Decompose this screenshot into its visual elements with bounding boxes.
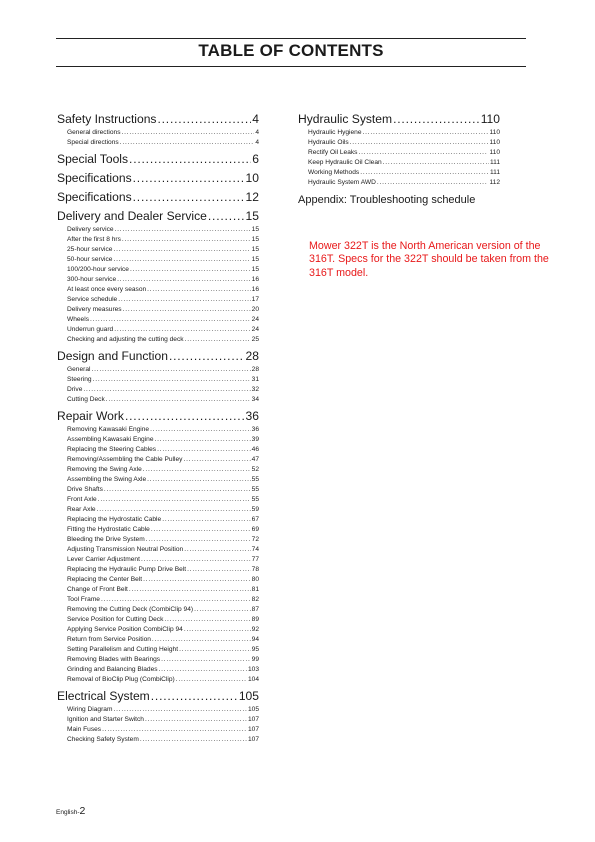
toc-entry[interactable] bbox=[57, 265, 259, 275]
dot-leader bbox=[113, 245, 250, 255]
entry-title: Fitting the Hydrostatic Cable bbox=[67, 526, 150, 533]
toc-section-heading[interactable] bbox=[57, 189, 259, 205]
toc-entry[interactable] bbox=[57, 555, 259, 565]
entry-page-number: 81 bbox=[251, 586, 259, 593]
dot-leader bbox=[117, 275, 251, 285]
dot-leader bbox=[151, 525, 251, 535]
toc-entry[interactable] bbox=[57, 255, 259, 265]
dot-leader bbox=[114, 325, 250, 335]
entry-title: Bleeding the Drive System bbox=[67, 536, 145, 543]
entry-page-number: 15 bbox=[251, 226, 259, 233]
entry-page-number: 105 bbox=[247, 706, 259, 713]
dot-leader bbox=[123, 305, 251, 315]
dot-leader bbox=[143, 575, 251, 585]
toc-entry[interactable] bbox=[298, 148, 500, 158]
section-title: Design and Function bbox=[57, 349, 168, 363]
toc-entry[interactable] bbox=[57, 365, 259, 375]
entry-page-number: 15 bbox=[251, 236, 259, 243]
entry-title: Underrun guard bbox=[67, 326, 114, 333]
dot-leader bbox=[157, 111, 251, 127]
entry-title: Adjusting Transmission Neutral Position bbox=[67, 546, 184, 553]
entry-title: Removing/Assembling the Cable Pulley bbox=[67, 456, 183, 463]
entry-page-number: 111 bbox=[489, 169, 500, 176]
dot-leader bbox=[104, 485, 251, 495]
entry-title: Rectify Oil Leaks bbox=[308, 149, 358, 156]
toc-entry[interactable] bbox=[57, 735, 259, 745]
entry-title: Removing Blades with Bearings bbox=[67, 656, 161, 663]
toc-entry[interactable] bbox=[57, 655, 259, 665]
entry-title: Setting Parallelism and Cutting Height bbox=[67, 646, 179, 653]
entry-page-number: 52 bbox=[251, 466, 259, 473]
toc-entry-list bbox=[57, 425, 259, 685]
toc-entry[interactable] bbox=[57, 245, 259, 255]
entry-page-number: 99 bbox=[251, 656, 259, 663]
toc-entry[interactable] bbox=[57, 325, 259, 335]
dot-leader bbox=[141, 555, 251, 565]
dot-leader bbox=[383, 158, 489, 168]
dot-leader bbox=[179, 645, 251, 655]
section-title: Hydraulic System bbox=[298, 112, 393, 126]
dot-leader bbox=[350, 138, 489, 148]
entry-page-number: 28 bbox=[251, 366, 259, 373]
entry-page-number: 55 bbox=[251, 496, 259, 503]
toc-section bbox=[57, 151, 259, 167]
entry-page-number: 15 bbox=[251, 256, 259, 263]
entry-page-number: 74 bbox=[251, 546, 259, 553]
entry-title: Service Position for Cutting Deck bbox=[67, 616, 164, 623]
section-page-number: 36 bbox=[245, 409, 259, 423]
toc-section bbox=[298, 111, 500, 188]
toc-section bbox=[57, 111, 259, 148]
footer-language: English- bbox=[56, 809, 80, 816]
toc-entry[interactable] bbox=[57, 375, 259, 385]
section-title: Delivery and Dealer Service bbox=[57, 209, 207, 223]
dot-leader bbox=[101, 595, 251, 605]
entry-page-number: 31 bbox=[251, 376, 259, 383]
entry-title: Delivery measures bbox=[67, 306, 122, 313]
entry-title: 100/200-hour service bbox=[67, 266, 129, 273]
toc-entry[interactable] bbox=[298, 178, 500, 188]
toc-entry[interactable] bbox=[57, 575, 259, 585]
entry-title: Rear Axle bbox=[67, 506, 96, 513]
section-page-number: 105 bbox=[238, 689, 259, 703]
toc-entry-list bbox=[57, 365, 259, 405]
entry-page-number: 4 bbox=[255, 139, 259, 146]
toc-entry[interactable] bbox=[57, 455, 259, 465]
dot-leader bbox=[130, 265, 251, 275]
dot-leader bbox=[133, 170, 245, 186]
entry-page-number: 15 bbox=[251, 266, 259, 273]
toc-section-heading[interactable] bbox=[57, 348, 259, 364]
section-title: Electrical System bbox=[57, 689, 150, 703]
entry-title: After the first 8 hrs bbox=[67, 236, 121, 243]
toc-entry[interactable] bbox=[57, 515, 259, 525]
entry-page-number: 55 bbox=[251, 486, 259, 493]
toc-right-sections bbox=[298, 111, 500, 188]
section-page-number: 15 bbox=[245, 209, 259, 223]
dot-leader bbox=[360, 168, 489, 178]
toc-entry-list bbox=[57, 225, 259, 345]
dot-leader bbox=[129, 151, 251, 167]
dot-leader bbox=[184, 625, 251, 635]
entry-title: Wheels bbox=[67, 316, 89, 323]
entry-page-number: 107 bbox=[247, 716, 259, 723]
dot-leader bbox=[152, 635, 251, 645]
entry-title: Return from Service Position bbox=[67, 636, 151, 643]
toc-entry[interactable] bbox=[57, 495, 259, 505]
entry-title: Drive Shafts bbox=[67, 486, 103, 493]
dot-leader bbox=[194, 605, 251, 615]
toc-entry[interactable] bbox=[57, 475, 259, 485]
entry-title: Replacing the Center Belt bbox=[67, 576, 143, 583]
entry-title: Delivery service bbox=[67, 226, 114, 233]
toc-entry[interactable] bbox=[57, 235, 259, 245]
dot-leader bbox=[145, 715, 247, 725]
dot-leader bbox=[97, 505, 251, 515]
entry-title: Hydraulic Hygiene bbox=[308, 129, 362, 136]
entry-page-number: 67 bbox=[251, 516, 259, 523]
entry-page-number: 36 bbox=[251, 426, 259, 433]
dot-leader bbox=[90, 315, 251, 325]
model-note: Mower 322T is the North American version of the 316T. Specs for the 322T should be taken from the 316T model. bbox=[309, 240, 549, 279]
dot-leader bbox=[157, 445, 251, 455]
dot-leader bbox=[358, 148, 488, 158]
entry-page-number: 24 bbox=[251, 316, 259, 323]
toc-entry[interactable] bbox=[57, 128, 259, 138]
toc-entry[interactable] bbox=[298, 168, 500, 178]
toc-entry[interactable] bbox=[57, 315, 259, 325]
dot-leader bbox=[150, 425, 251, 435]
entry-title: Drive bbox=[67, 386, 83, 393]
dot-leader bbox=[115, 225, 251, 235]
dot-leader bbox=[133, 189, 245, 205]
toc-entry[interactable] bbox=[57, 625, 259, 635]
entry-page-number: 20 bbox=[251, 306, 259, 313]
toc-section-heading[interactable] bbox=[57, 208, 259, 224]
title-rule-bottom bbox=[56, 66, 526, 67]
toc-entry[interactable] bbox=[57, 705, 259, 715]
dot-leader bbox=[208, 208, 245, 224]
entry-page-number: 47 bbox=[251, 456, 259, 463]
section-page-number: 12 bbox=[245, 190, 259, 204]
page-title: TABLE OF CONTENTS bbox=[198, 41, 384, 60]
entry-page-number: 24 bbox=[251, 326, 259, 333]
toc-entry[interactable] bbox=[57, 525, 259, 535]
entry-title: Main Fuses bbox=[67, 726, 102, 733]
toc-left-column bbox=[57, 111, 259, 748]
toc-section-heading[interactable] bbox=[57, 408, 259, 424]
toc-entry[interactable] bbox=[57, 285, 259, 295]
dot-leader bbox=[113, 255, 250, 265]
entry-page-number: 55 bbox=[251, 476, 259, 483]
toc-entry[interactable] bbox=[57, 465, 259, 475]
footer-page-number: 2 bbox=[79, 805, 86, 817]
entry-title: Grinding and Balancing Blades bbox=[67, 666, 158, 673]
dot-leader bbox=[147, 475, 250, 485]
section-page-number: 28 bbox=[245, 349, 259, 363]
entry-page-number: 112 bbox=[489, 179, 500, 186]
toc-entry[interactable] bbox=[298, 158, 500, 168]
dot-leader bbox=[91, 365, 250, 375]
toc-entry[interactable] bbox=[57, 275, 259, 285]
entry-page-number: 16 bbox=[251, 286, 259, 293]
dot-leader bbox=[183, 455, 250, 465]
toc-appendix[interactable]: Appendix: Troubleshooting schedule bbox=[298, 194, 476, 206]
dot-leader bbox=[363, 128, 489, 138]
entry-page-number: 59 bbox=[251, 506, 259, 513]
toc-entry[interactable] bbox=[57, 385, 259, 395]
dot-leader bbox=[151, 688, 238, 704]
dot-leader bbox=[113, 705, 247, 715]
entry-page-number: 39 bbox=[251, 436, 259, 443]
dot-leader bbox=[159, 665, 247, 675]
entry-page-number: 82 bbox=[251, 596, 259, 603]
toc-entry[interactable] bbox=[57, 595, 259, 605]
toc-entry[interactable] bbox=[57, 605, 259, 615]
entry-page-number: 17 bbox=[251, 296, 259, 303]
toc-entry[interactable] bbox=[57, 635, 259, 645]
entry-title: General directions bbox=[67, 129, 121, 136]
dot-leader bbox=[155, 435, 251, 445]
toc-entry[interactable] bbox=[57, 585, 259, 595]
toc-section bbox=[57, 189, 259, 205]
toc-section-heading[interactable] bbox=[57, 151, 259, 167]
entry-page-number: 111 bbox=[489, 159, 500, 166]
entry-title: Removing Kawasaki Engine bbox=[67, 426, 150, 433]
entry-page-number: 46 bbox=[251, 446, 259, 453]
entry-page-number: 103 bbox=[247, 666, 259, 673]
dot-leader bbox=[164, 615, 250, 625]
entry-page-number: 72 bbox=[251, 536, 259, 543]
entry-title: Applying Service Position CombiClip 94 bbox=[67, 626, 183, 633]
toc-section bbox=[57, 348, 259, 405]
entry-title: Removing the Cutting Deck (CombiClip 94) bbox=[67, 606, 194, 613]
toc-entry[interactable] bbox=[57, 138, 259, 148]
entry-title: 25-hour service bbox=[67, 246, 113, 253]
toc-entry[interactable] bbox=[57, 335, 259, 345]
entry-title: Front Axle bbox=[67, 496, 97, 503]
dot-leader bbox=[185, 335, 251, 345]
entry-title: Special directions bbox=[67, 139, 119, 146]
toc-entry-list bbox=[298, 128, 500, 188]
entry-title: Tool Frame bbox=[67, 596, 100, 603]
entry-page-number: 15 bbox=[251, 246, 259, 253]
toc-section-heading[interactable] bbox=[57, 170, 259, 186]
entry-title: Change of Front Belt bbox=[67, 586, 128, 593]
entry-title: At least once every season bbox=[67, 286, 147, 293]
section-page-number: 6 bbox=[252, 152, 259, 166]
toc-entry[interactable] bbox=[57, 435, 259, 445]
entry-title: Checking and adjusting the cutting deck bbox=[67, 336, 184, 343]
entry-title: Steering bbox=[67, 376, 92, 383]
dot-leader bbox=[129, 585, 251, 595]
entry-title: Replacing the Hydrostatic Cable bbox=[67, 516, 162, 523]
toc-entry[interactable] bbox=[57, 505, 259, 515]
toc-entry[interactable] bbox=[57, 305, 259, 315]
entry-title: Removal of BioClip Plug (CombiClip) bbox=[67, 676, 175, 683]
dot-leader bbox=[98, 495, 251, 505]
entry-page-number: 87 bbox=[251, 606, 259, 613]
toc-entry[interactable] bbox=[57, 545, 259, 555]
toc-entry[interactable] bbox=[57, 615, 259, 625]
entry-title: Service schedule bbox=[67, 296, 118, 303]
entry-page-number: 110 bbox=[489, 139, 500, 146]
entry-page-number: 89 bbox=[251, 616, 259, 623]
entry-title: Ignition and Starter Switch bbox=[67, 716, 144, 723]
toc-section-heading[interactable] bbox=[57, 688, 259, 704]
toc-entry[interactable] bbox=[57, 645, 259, 655]
toc-entry[interactable] bbox=[57, 535, 259, 545]
entry-page-number: 110 bbox=[489, 149, 500, 156]
entry-title: 50-hour service bbox=[67, 256, 113, 263]
toc-entry[interactable] bbox=[57, 445, 259, 455]
entry-title: Hydraulic System AWD bbox=[308, 179, 376, 186]
entry-title: General bbox=[67, 366, 91, 373]
section-page-number: 10 bbox=[245, 171, 259, 185]
page-footer bbox=[56, 805, 85, 817]
entry-title: 300-hour service bbox=[67, 276, 117, 283]
dot-leader bbox=[125, 408, 245, 424]
dot-leader bbox=[120, 138, 255, 148]
entry-title: Assembling the Swing Axle bbox=[67, 476, 147, 483]
entry-title: Cutting Deck bbox=[67, 396, 105, 403]
toc-entry-list bbox=[57, 705, 259, 745]
toc-entry[interactable] bbox=[57, 665, 259, 675]
toc-section bbox=[57, 688, 259, 745]
section-title: Safety Instructions bbox=[57, 112, 157, 126]
entry-page-number: 34 bbox=[251, 396, 259, 403]
section-page-number: 110 bbox=[480, 112, 500, 126]
entry-page-number: 104 bbox=[247, 676, 259, 683]
dot-leader bbox=[169, 348, 245, 364]
entry-page-number: 78 bbox=[251, 566, 259, 573]
dot-leader bbox=[140, 735, 247, 745]
section-title: Special Tools bbox=[57, 152, 129, 166]
toc-entry[interactable] bbox=[57, 225, 259, 235]
dot-leader bbox=[377, 178, 489, 188]
entry-page-number: 80 bbox=[251, 576, 259, 583]
entry-page-number: 16 bbox=[251, 276, 259, 283]
entry-page-number: 77 bbox=[251, 556, 259, 563]
section-page-number: 4 bbox=[252, 112, 259, 126]
entry-page-number: 4 bbox=[255, 129, 259, 136]
section-title: Specifications bbox=[57, 190, 132, 204]
dot-leader bbox=[118, 295, 250, 305]
entry-title: Wiring Diagram bbox=[67, 706, 113, 713]
entry-title: Lever Carrier Adjustment bbox=[67, 556, 140, 563]
toc-section bbox=[57, 408, 259, 685]
dot-leader bbox=[122, 235, 251, 245]
entry-title: Assembling Kawasaki Engine bbox=[67, 436, 154, 443]
toc-section bbox=[57, 208, 259, 345]
dot-leader bbox=[184, 545, 250, 555]
dot-leader bbox=[161, 655, 251, 665]
toc-entry[interactable] bbox=[57, 425, 259, 435]
dot-leader bbox=[93, 375, 251, 385]
dot-leader bbox=[122, 128, 255, 138]
entry-page-number: 110 bbox=[489, 129, 500, 136]
section-title: Specifications bbox=[57, 171, 132, 185]
toc-entry[interactable] bbox=[298, 128, 500, 138]
entry-page-number: 25 bbox=[251, 336, 259, 343]
dot-leader bbox=[146, 535, 251, 545]
toc-entry[interactable] bbox=[57, 395, 259, 405]
dot-leader bbox=[176, 675, 247, 685]
entry-title: Working Methods bbox=[308, 169, 360, 176]
toc-entry[interactable] bbox=[57, 675, 259, 685]
entry-title: Replacing the Hydraulic Pump Drive Belt bbox=[67, 566, 187, 573]
entry-page-number: 69 bbox=[251, 526, 259, 533]
entry-page-number: 95 bbox=[251, 646, 259, 653]
toc-section-heading[interactable] bbox=[57, 111, 259, 127]
toc-entry[interactable] bbox=[57, 725, 259, 735]
dot-leader bbox=[187, 565, 251, 575]
dot-leader bbox=[143, 465, 251, 475]
entry-page-number: 94 bbox=[251, 636, 259, 643]
toc-right-column bbox=[298, 111, 500, 208]
entry-title: Hydraulic Oils bbox=[308, 139, 349, 146]
title-rule-top bbox=[56, 38, 526, 39]
toc-entry[interactable] bbox=[57, 715, 259, 725]
toc-entry[interactable] bbox=[57, 295, 259, 305]
toc-entry[interactable] bbox=[298, 138, 500, 148]
toc-section-heading[interactable] bbox=[298, 111, 500, 127]
dot-leader bbox=[102, 725, 247, 735]
toc-entry-list bbox=[57, 128, 259, 148]
entry-page-number: 92 bbox=[251, 626, 259, 633]
toc-entry[interactable] bbox=[57, 485, 259, 495]
dot-leader bbox=[83, 385, 250, 395]
entry-title: Removing the Swing Axle bbox=[67, 466, 142, 473]
entry-page-number: 107 bbox=[247, 736, 259, 743]
toc-entry[interactable] bbox=[57, 565, 259, 575]
section-title: Repair Work bbox=[57, 409, 124, 423]
entry-page-number: 32 bbox=[251, 386, 259, 393]
entry-title: Replacing the Steering Cables bbox=[67, 446, 157, 453]
dot-leader bbox=[106, 395, 251, 405]
dot-leader bbox=[162, 515, 250, 525]
entry-page-number: 107 bbox=[247, 726, 259, 733]
entry-title: Checking Safety System bbox=[67, 736, 139, 743]
dot-leader bbox=[393, 111, 480, 127]
dot-leader bbox=[147, 285, 250, 295]
toc-section bbox=[57, 170, 259, 186]
entry-title: Keep Hydraulic Oil Clean bbox=[308, 159, 382, 166]
